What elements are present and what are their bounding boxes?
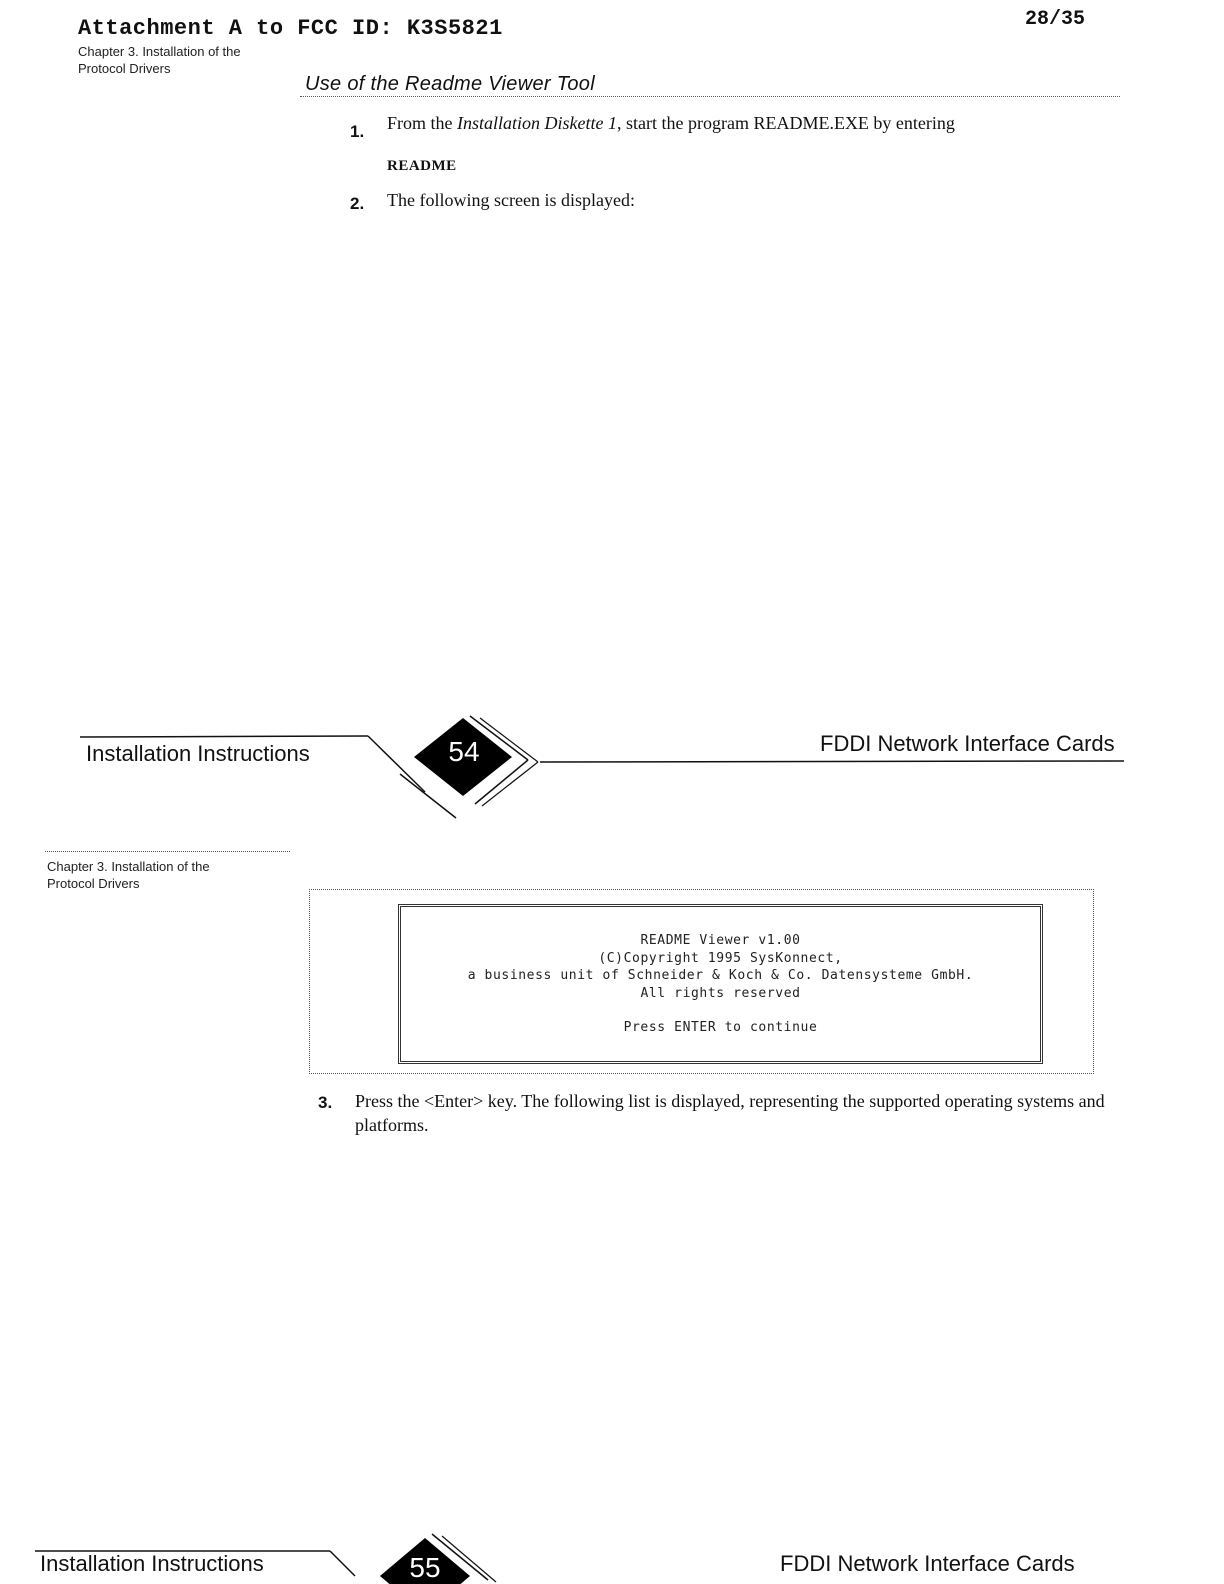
screen-rights: All rights reserved [640,985,801,1001]
footer-product: FDDI Network Interface Cards [780,1551,1075,1576]
step-number: 3. [318,1093,333,1112]
footer-product: FDDI Network Interface Cards [820,731,1115,756]
screen-company: a business unit of Schneider & Koch & Co. Datensysteme GmbH. [467,968,974,983]
page-footer-graphic [0,712,1224,832]
page-counter: 28/35 [1025,8,1086,31]
footer-title: Installation Instructions [40,1551,264,1576]
page-number: 54 [448,736,480,767]
step-number: 2. [350,194,365,213]
section-title: Use of the Readme Viewer Tool [305,73,595,95]
section-divider [300,96,1120,97]
readme-command: README [387,158,457,174]
screen-title: README Viewer v1.00 [640,933,801,948]
chapter-label: Chapter 3. Installation of the Protocol Drivers [47,859,210,891]
screen-text [398,932,1043,1002]
attachment-header: Attachment A to FCC ID: K3S5821 [78,16,503,41]
chapter-divider [45,851,290,852]
screen-prompt: Press ENTER to continue [623,1020,818,1035]
page-number: 55 [409,1552,441,1583]
step-2-text: The following screen is displayed: [387,190,635,210]
diskette-name: Installation Diskette 1 [457,113,617,133]
footer-title: Installation Instructions [86,741,310,766]
chapter-label: Chapter 3. Installation of the Protocol Drivers [78,44,241,76]
screen-copyright: (C)Copyright 1995 SysKonnect, [598,950,843,966]
step-1-text: From the Installation Diskette 1, start the program README.EXE by entering [387,113,955,133]
step-number: 1. [350,122,365,141]
step-3-text: Press the <Enter> key. The following list is displayed, representing the supported operating systems and platforms. [355,1091,1105,1135]
